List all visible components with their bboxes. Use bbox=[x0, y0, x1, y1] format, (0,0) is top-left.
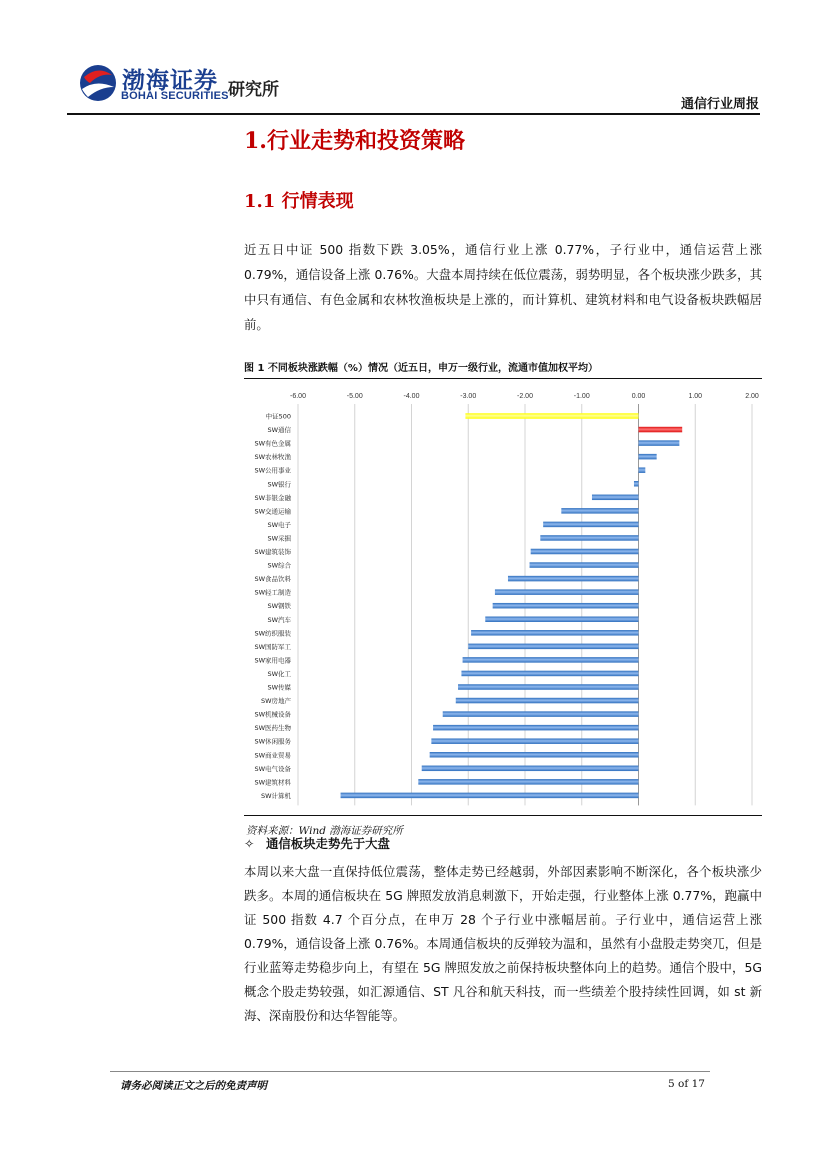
bar bbox=[531, 549, 639, 555]
bohai-logo-icon bbox=[78, 63, 118, 103]
bar bbox=[493, 603, 639, 609]
category-label: SW商业贸易 bbox=[254, 751, 291, 760]
page-number: 5 of 17 bbox=[668, 1078, 705, 1090]
bar bbox=[639, 454, 657, 460]
bar bbox=[443, 711, 639, 717]
figure-bottom-rule bbox=[244, 815, 762, 816]
category-label: SW汽车 bbox=[267, 615, 291, 624]
category-label: SW电气设备 bbox=[254, 764, 291, 773]
figure-title: 图 1 不同板块涨跌幅（%）情况（近五日，申万一级行业，流通市值加权平均） bbox=[244, 363, 598, 374]
x-tick-label: -6.00 bbox=[290, 393, 306, 400]
bar bbox=[431, 738, 638, 744]
market-summary-paragraph: 近五日中证 500 指数下跌 3.05%，通信行业上涨 0.77%，子行业中，通信运营上涨 0.79%，通信设备上涨 0.76%。大盘本周持续在低位震荡，弱势明显，各个板块涨少跌多，其中只有通信、有色金属和农林牧渔板块是上涨的，而计算机、建筑材料和电气设备板块跌幅居前。 bbox=[244, 242, 762, 332]
x-tick-label: 2.00 bbox=[745, 393, 759, 400]
bar bbox=[639, 467, 646, 473]
x-tick-label: -3.00 bbox=[460, 393, 477, 400]
bar bbox=[530, 562, 639, 568]
x-tick-label: 1.00 bbox=[688, 393, 703, 400]
category-label: SW有色金属 bbox=[254, 439, 291, 448]
category-label: SW化工 bbox=[267, 669, 291, 678]
category-label: SW机械设备 bbox=[254, 710, 291, 719]
bar bbox=[561, 508, 638, 513]
x-tick-label: -4.00 bbox=[403, 393, 420, 400]
bar bbox=[634, 481, 639, 487]
bullet-heading-text: 通信板块走势先于大盘 bbox=[266, 836, 390, 851]
category-label: SW休闲服务 bbox=[254, 737, 291, 746]
logo-text-cn: 渤海证券 bbox=[122, 68, 218, 94]
category-label: SW综合 bbox=[267, 561, 291, 570]
category-label: SW传媒 bbox=[267, 683, 291, 692]
x-tick-label: 0.00 bbox=[631, 393, 646, 400]
footer-disclaimer: 请务必阅读正文之后的免责声明 bbox=[120, 1080, 267, 1092]
bullet-heading bbox=[244, 834, 390, 852]
category-label: SW农林牧渔 bbox=[254, 453, 291, 462]
bar bbox=[508, 576, 639, 582]
subsection-heading: 1.1 行情表现 bbox=[244, 191, 354, 212]
category-label: SW采掘 bbox=[267, 534, 291, 543]
category-label: SW轻工制造 bbox=[254, 588, 291, 597]
telecom-analysis-paragraph: 本周以来大盘一直保持低位震荡，整体走势已经越弱，外部因素影响不断深化，各个板块涨少跌多。本周的通信板块在 5G 牌照发放消息刺激下，开始走强，行业整体上涨 0.77%，跑赢中证 500 指数 4.7 个百分点，在申万 28 个子行业中涨幅居前。子行业中，通信运营上涨 0.79%，通信设备上涨 0.76%。本周通信板块的反弹较为温和，虽然有小盘股走势突兀，但是行业蓝筹走势稳步向上，有望在 5G 牌照发放之前保持板块整体向上的趋势。通信个股中，5G 概念个股走势较强，如汇源通信、ST 凡谷和航天科技，而一些绩差个股持续性回调，如 st 新海、深南股份和达华智能等。 bbox=[244, 864, 762, 1023]
category-label: SW钢铁 bbox=[267, 602, 291, 611]
category-label: SW纺织服装 bbox=[254, 629, 291, 638]
category-label: SW医药生物 bbox=[254, 724, 291, 733]
page-header bbox=[0, 0, 827, 116]
footer-divider bbox=[110, 1071, 710, 1072]
category-label: SW通信 bbox=[267, 426, 291, 435]
bar bbox=[458, 684, 638, 690]
department-label: 研究所 bbox=[228, 80, 279, 100]
sector-performance-chart bbox=[244, 382, 762, 812]
category-label: SW非银金融 bbox=[254, 493, 291, 502]
logo-text-en: BOHAI SECURITIES bbox=[121, 90, 229, 102]
bar bbox=[468, 644, 638, 650]
bar bbox=[543, 522, 638, 528]
bar bbox=[418, 779, 638, 785]
bar bbox=[639, 427, 683, 433]
bar bbox=[463, 657, 639, 663]
bar bbox=[540, 535, 638, 541]
bar bbox=[461, 671, 638, 677]
x-tick-label: -5.00 bbox=[346, 393, 363, 400]
figure-source: 资料来源：Wind 渤海证券研究所 bbox=[246, 825, 403, 837]
category-label: SW电子 bbox=[267, 520, 291, 529]
bar bbox=[341, 793, 639, 799]
bar bbox=[456, 698, 639, 704]
category-label: SW家用电器 bbox=[254, 656, 291, 665]
category-label: SW食品饮料 bbox=[254, 575, 291, 584]
bar bbox=[433, 725, 638, 731]
x-tick-label: -1.00 bbox=[573, 393, 590, 400]
report-type-label: 通信行业周报 bbox=[680, 97, 759, 112]
bar bbox=[465, 413, 638, 419]
category-label: 中证500 bbox=[265, 412, 291, 421]
category-label: SW公用事业 bbox=[254, 466, 291, 475]
category-label: SW交通运输 bbox=[254, 507, 291, 516]
bar bbox=[485, 617, 638, 623]
category-label: SW国防军工 bbox=[254, 642, 291, 651]
bar bbox=[592, 495, 639, 501]
bar bbox=[495, 589, 639, 595]
bar bbox=[639, 440, 680, 446]
bar bbox=[471, 630, 638, 636]
bar bbox=[430, 752, 639, 758]
figure-top-rule bbox=[244, 378, 762, 379]
category-label: SW房地产 bbox=[260, 697, 291, 706]
diamond-outline-icon: ✧ bbox=[244, 836, 255, 851]
section-heading: 1.行业走势和投资策略 bbox=[244, 128, 465, 154]
category-label: SW建筑装饰 bbox=[254, 548, 291, 556]
header-divider bbox=[67, 113, 760, 115]
category-label: SW计算机 bbox=[260, 791, 291, 800]
category-label: SW建筑材料 bbox=[254, 778, 291, 787]
bar bbox=[422, 766, 639, 772]
category-label: SW银行 bbox=[267, 480, 291, 489]
x-tick-label: -2.00 bbox=[517, 393, 533, 400]
